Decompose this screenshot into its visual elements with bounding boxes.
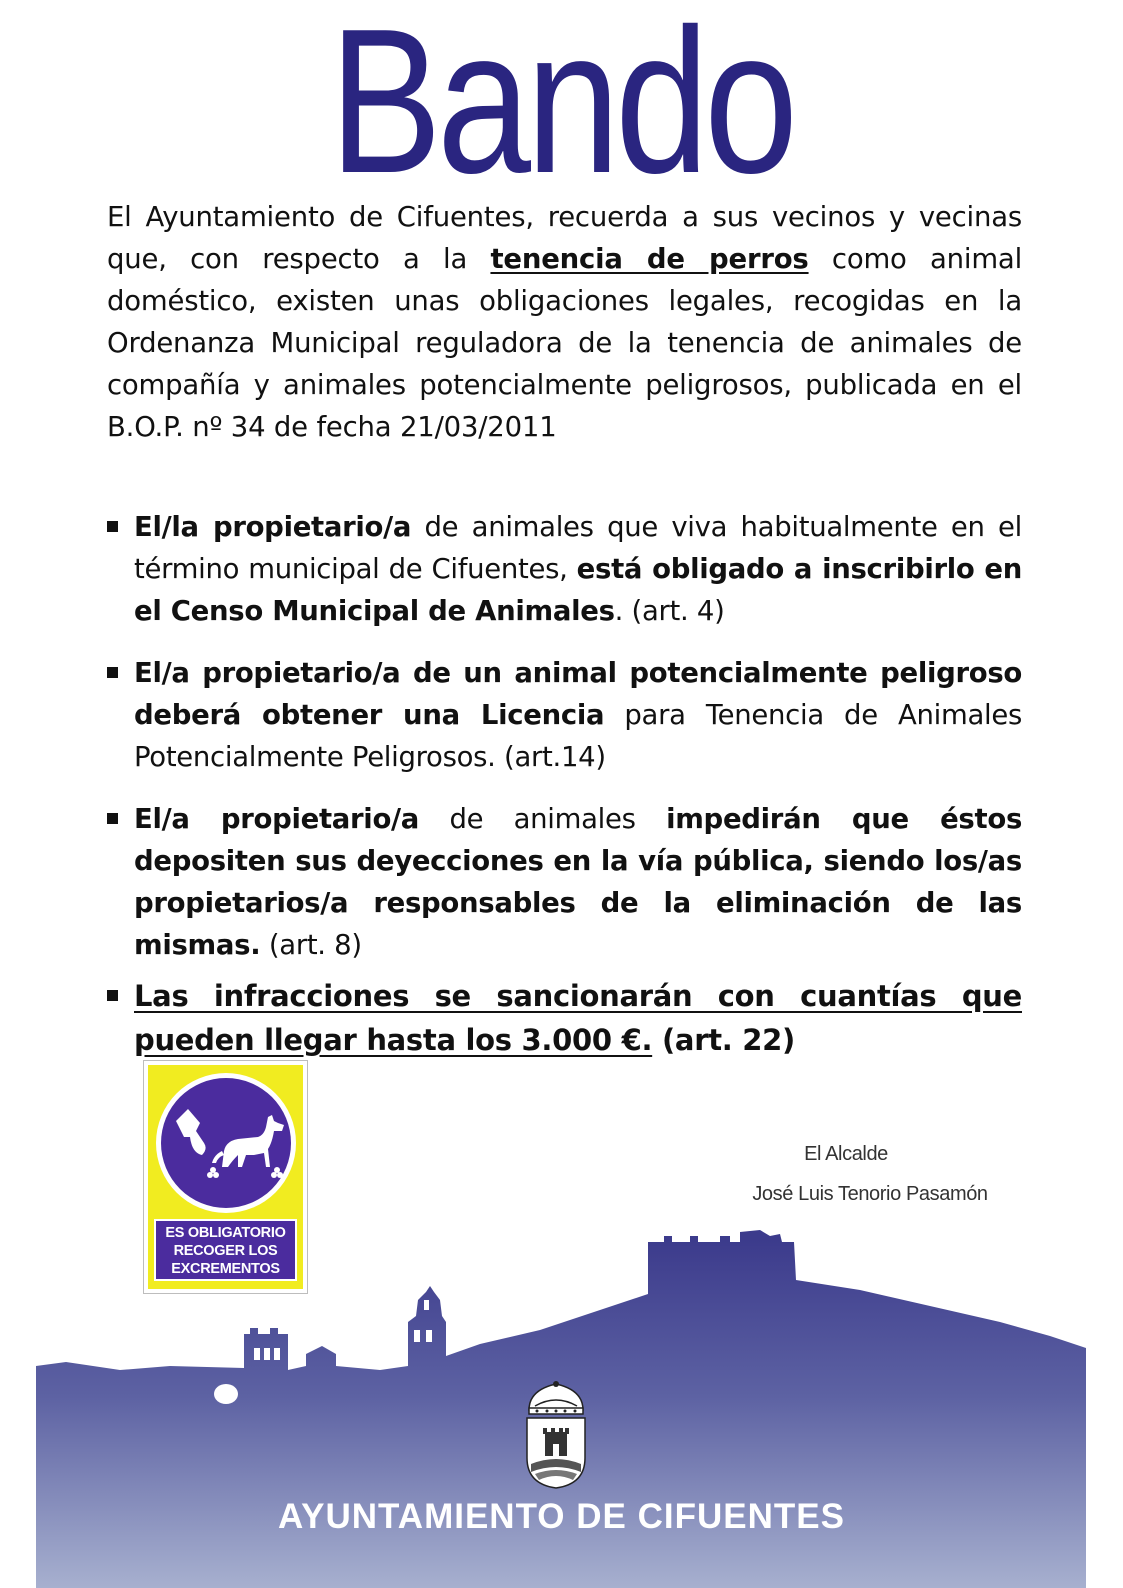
rule-3-bold-2: impedirán que éstos depositen sus deyecciones en la vía pública, siendo los/as propietarios/a responsables de la eliminación de las mismas. [134, 803, 1023, 961]
sign-line-2: RECOGER LOS [173, 1243, 278, 1259]
rule-3-text-1: de animales [419, 803, 667, 835]
rule-3-text-2: (art. 8) [260, 929, 362, 961]
rule-4-underlined: Las infracciones se sancionarán con cuantías que pueden llegar hasta los 3.000 €. [134, 979, 1022, 1057]
rule-1-text-1: de animales que viva habitualmente en el término municipal de Cifuentes, [134, 511, 1023, 585]
sign-line-3: EXCREMENTOS [171, 1261, 280, 1277]
coat-of-arms-icon [523, 1380, 589, 1490]
rule-1-text-2: . (art. 4) [614, 595, 725, 627]
rule-2-text-1: para Tenencia de Animales Potencialmente Peligrosos. (art.14) [134, 699, 1022, 773]
page-title: Bando [329, 0, 794, 216]
mayor-name: José Luis Tenorio Pasamón [752, 1183, 988, 1205]
rule-1-bold-1: El/la propietario/a [134, 511, 412, 543]
rule-2-bold-1: El/a propietario/a de un animal potencialmente peligroso deberá obtener una Licencia [134, 657, 1022, 731]
intro-text-part2: como animal doméstico, existen unas obligaciones legales, recogidas en la Ordenanza Municipal reguladora de la tenencia de animales de compañía y animales potencialmente peligrosos, publicada en el B.O.P. nº 34 de fecha 21/03/2011 [107, 243, 1023, 443]
intro-text-part1: El Ayuntamiento de Cifuentes, recuerda a sus vecinos y vecinas que, con respecto a la [107, 201, 1022, 275]
rule-3-bold-1: El/a propietario/a [134, 803, 420, 835]
rule-4-suffix: (art. 22) [652, 1023, 795, 1057]
sign-line-1: ES OBLIGATORIO [165, 1225, 286, 1241]
mayor-role: El Alcalde [804, 1143, 888, 1165]
rule-1-bold-2: está obligado a inscribirlo en el Censo Municipal de Animales [134, 553, 1022, 627]
footer-institution: AYUNTAMIENTO DE CIFUENTES [278, 1497, 845, 1536]
intro-highlight: tenencia de perros [490, 243, 809, 275]
